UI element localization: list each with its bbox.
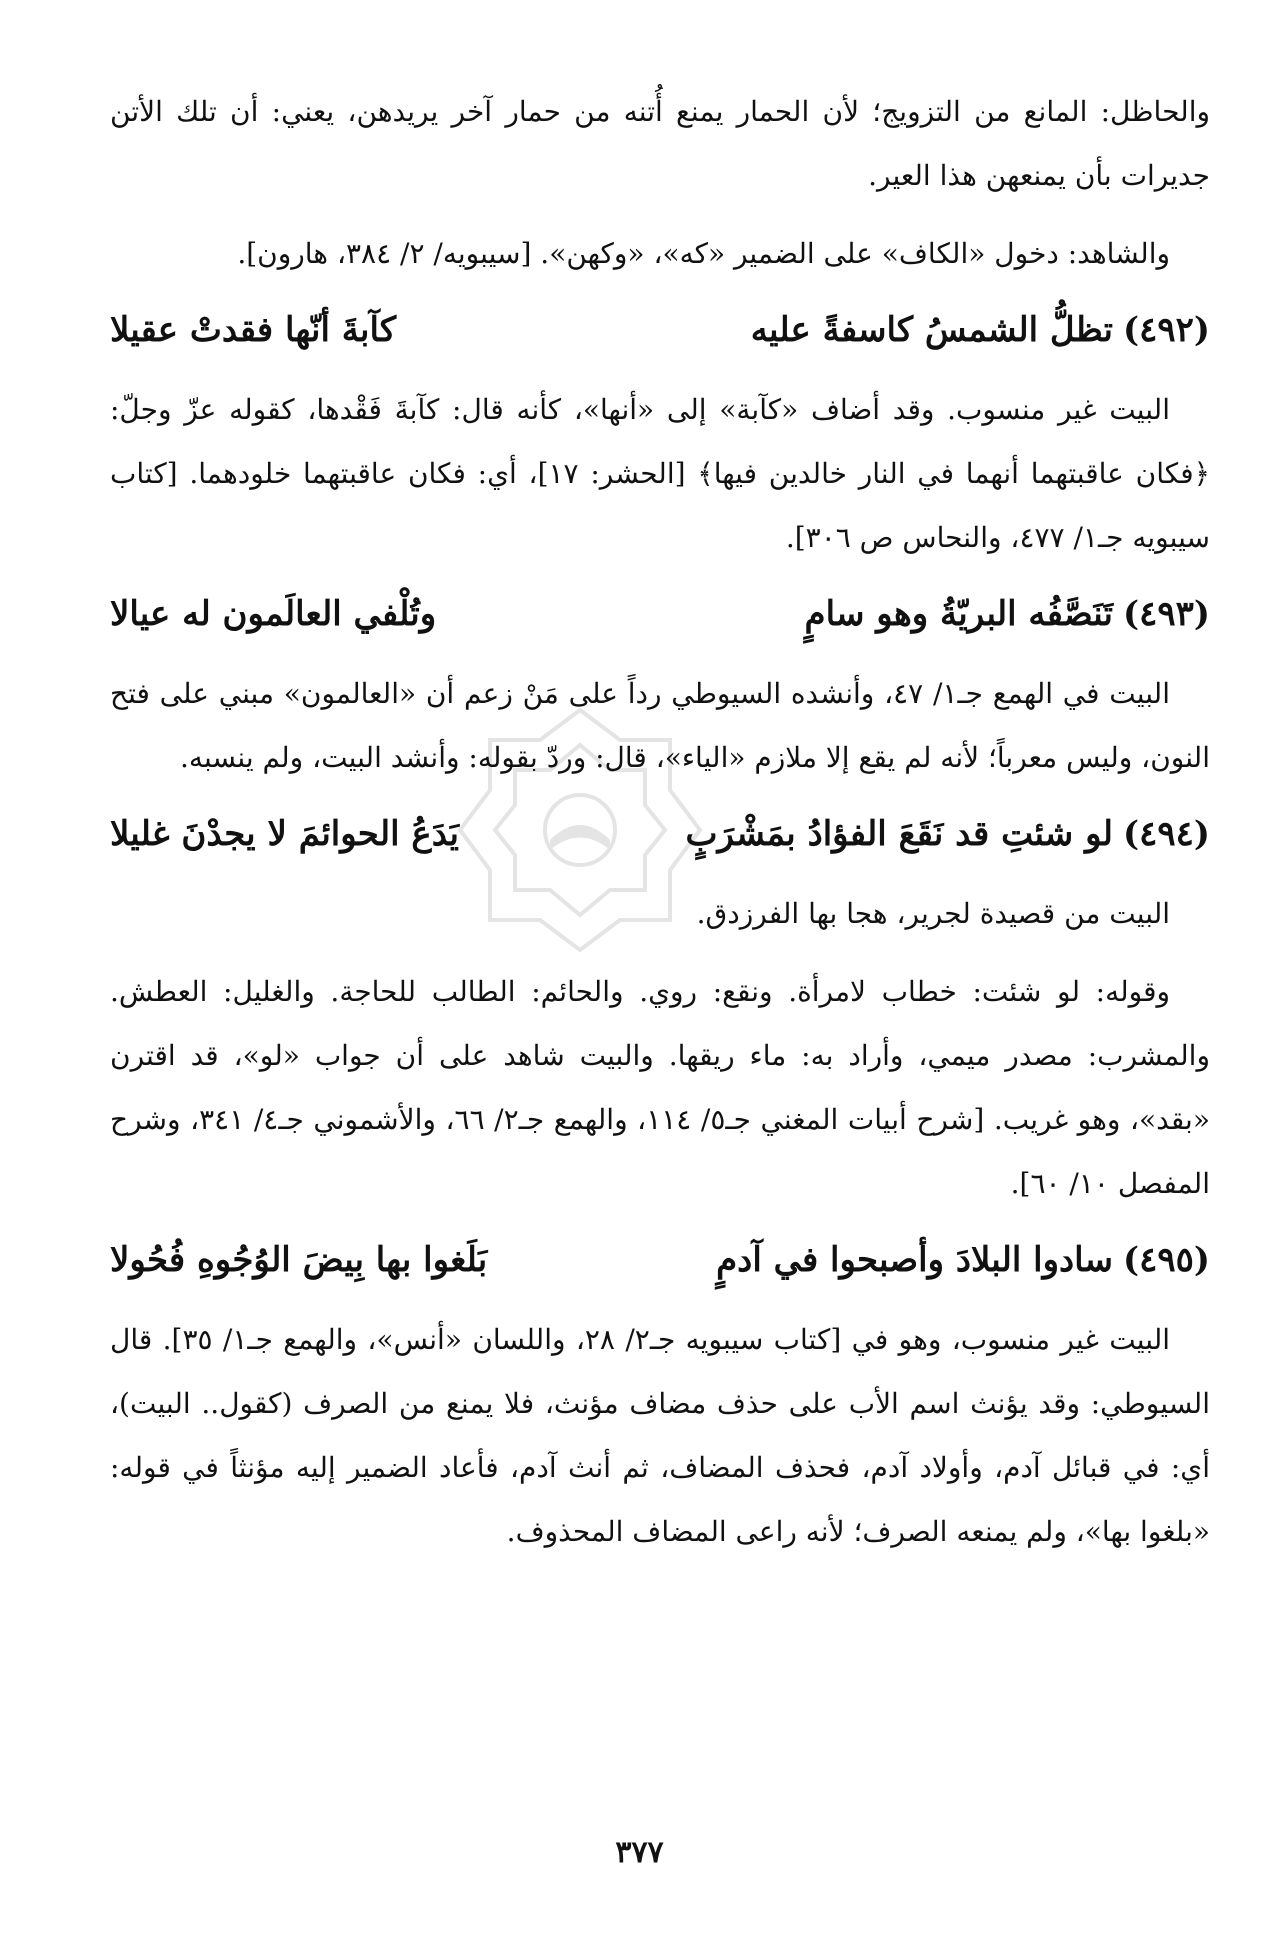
commentary-494-source: البيت من قصيدة لجرير، هجا بها الفرزدق. <box>696 897 1170 930</box>
paragraph-evidence: والشاهد: دخول «الكاف» على الضمير «كه»، «وكهن». [سيبويه/ ٢/ ٣٨٤، هارون]. <box>237 237 1170 270</box>
commentary-493: البيت في الهمع جـ١/ ٤٧، وأنشده السيوطي رداً على مَنْ زعم أن «العالمون» مبني على فتح النون، وليس معرباً؛ لأنه لم يقع إلا ملازم «الياء»، قال: وردّ بقوله: وأنشد البيت، ولم ينسبه. <box>110 677 1210 774</box>
verse-number: (٤٩٣) <box>1123 594 1210 634</box>
document-page <box>110 80 1210 1578</box>
verse-first-hemistich: تَنَصَّفُه البريّةُ وهو سامٍ <box>804 594 1114 634</box>
verse-second-hemistich: بَلَغوا بها بِيضَ الوُجُوهِ فُحُولا <box>110 1240 488 1280</box>
verse-number: (٤٩٢) <box>1123 310 1210 350</box>
commentary-492: البيت غير منسوب. وقد أضاف «كآبة» إلى «أنها»، كأنه قال: كآبةَ فَقْدها، كقوله عزّ وجلّ: ﴿فكان عاقبتهما أنهما في النار خالدين فيها﴾ [الحشر: ١٧]، أي: فكان عاقبتهما خلودهما. [كتاب سيبويه جـ١/ ٤٧٧، والنحاس ص ٣٠٦]. <box>110 393 1210 554</box>
paragraph-definition: والحاظل: المانع من التزويج؛ لأن الحمار يمنع أُتنه من حمار آخر يريدهن، يعني: أن تلك الأتن جديرات بأن يمنعهن هذا العير. <box>110 95 1210 192</box>
commentary-495: البيت غير منسوب، وهو في [كتاب سيبويه جـ٢/ ٢٨، واللسان «أنس»، والهمع جـ١/ ٣٥]. قال السيوطي: وقد يؤنث اسم الأب على حذف مضاف مؤنث، فلا يمنع من الصرف (كقول.. البيت)، أي: في قبائل آدم، وأولاد آدم، فحذف المضاف، ثم أنث آدم، فأعاد الضمير إليه مؤنثاً في قوله: «بلغوا بها»، ولم يمنعه الصرف؛ لأنه راعى المضاف المحذوف. <box>110 1323 1210 1548</box>
verse-number: (٤٩٥) <box>1123 1240 1210 1280</box>
verse-494 <box>110 804 1210 864</box>
verse-second-hemistich: كآبةَ أنّها فقدتْ عقيلا <box>110 310 397 350</box>
verse-493 <box>110 584 1210 644</box>
verse-first-hemistich: تظلُّ الشمسُ كاسفةً عليه <box>750 310 1114 350</box>
verse-495 <box>110 1230 1210 1290</box>
verse-second-hemistich: وتُلْفي العالَمون له عيالا <box>110 594 437 634</box>
verse-first-hemistich: سادوا البلادَ وأصبحوا في آدمٍ <box>716 1240 1114 1280</box>
verse-492 <box>110 300 1210 360</box>
verse-first-hemistich: لو شئتِ قد نَقَعَ الفؤادُ بمَشْرَبٍ <box>685 814 1114 854</box>
verse-second-hemistich: يَدَعُ الحوائمَ لا يجدْنَ غليلا <box>110 814 459 854</box>
verse-number: (٤٩٤) <box>1123 814 1210 854</box>
page-number: ٣٧٧ <box>615 1835 664 1870</box>
commentary-494-notes: وقوله: لو شئت: خطاب لامرأة. ونقع: روي. والحائم: الطالب للحاجة. والغليل: العطش. والمشرب: مصدر ميمي، وأراد به: ماء ريقها. والبيت شاهد على أن جواب «لو»، قد اقترن «بقد»، وهو غريب. [شرح أبيات المغني جـ٥/ ١١٤، والهمع جـ٢/ ٦٦، والأشموني جـ٤/ ٣٤١، وشرح المفصل ١٠/ ٦٠]. <box>110 975 1210 1200</box>
